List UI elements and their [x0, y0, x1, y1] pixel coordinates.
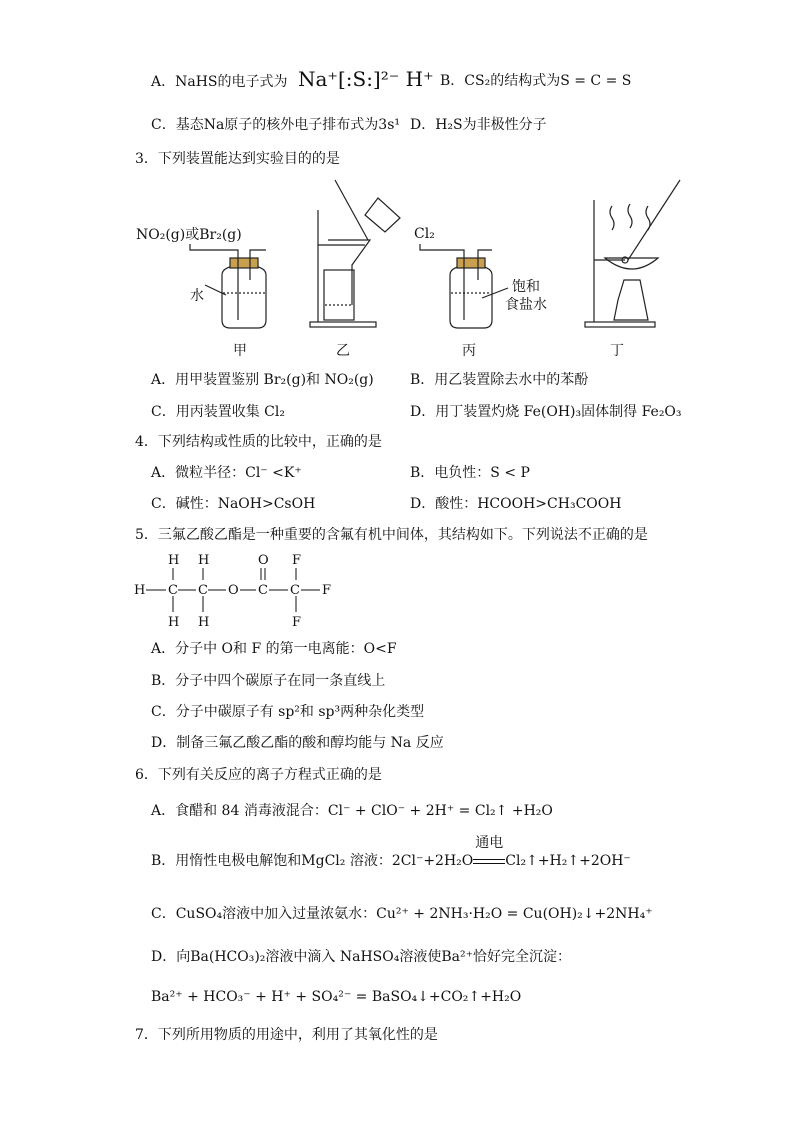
q3-option-c: C．用丙装置收集 Cl₂ — [151, 404, 285, 420]
q4-option-b: B．电负性：S < P — [410, 465, 530, 481]
q5-option-c: C．分子中碳原子有 sp²和 sp³两种杂化类型 — [151, 704, 425, 720]
svg-text:C: C — [168, 583, 178, 598]
q5-option-a: A．分子中 O和 F 的第一电离能：O<F — [151, 641, 397, 657]
label-jia: 甲 — [233, 343, 247, 359]
q2-option-b: B．CS₂的结构式为S = C = S — [440, 73, 632, 89]
label-ding: 丁 — [610, 343, 624, 359]
bing-apparatus — [420, 244, 508, 328]
bing-gas-label: Cl₂ — [414, 226, 435, 242]
jia-apparatus — [190, 244, 266, 328]
svg-text:H: H — [198, 553, 210, 568]
svg-text:H: H — [198, 615, 210, 630]
label-bing: 丙 — [462, 343, 476, 359]
q2-option-a: A．NaHS的电子式为 Na⁺[:S:]²⁻ H⁺ — [151, 67, 434, 91]
svg-text:C: C — [258, 583, 268, 598]
q6-stem: 6．下列有关反应的离子方程式正确的是 — [135, 767, 382, 783]
jia-gas-label: NO₂(g)或Br₂(g) — [136, 227, 242, 243]
q6-option-d: D．向Ba(HCO₃)₂溶液中滴入 NaHSO₄溶液使Ba²⁺恰好完全沉淀： — [151, 949, 571, 965]
q5-option-d: D．制备三氟乙酸乙酯的酸和醇均能与 Na 反应 — [151, 735, 444, 751]
q5-option-b: B．分子中四个碳原子在同一条直线上 — [151, 673, 386, 689]
q2-option-d: D．H₂S为非极性分子 — [410, 117, 547, 133]
svg-text:C: C — [290, 583, 300, 598]
svg-text:F: F — [292, 553, 302, 568]
q6-option-c: C．CuSO₄溶液中加入过量浓氨水：Cu²⁺ + 2NH₃·H₂O = Cu(OH)₂↓+2NH₄⁺ — [151, 906, 653, 922]
q3-option-d: D．用丁装置灼烧 Fe(OH)₃固体制得 Fe₂O₃ — [410, 404, 682, 420]
q4-option-d: D．酸性：HCOOH>CH₃COOH — [410, 496, 622, 512]
electrolysis-condition: 通电 — [473, 852, 505, 870]
q3-option-b: B．用乙装置除去水中的苯酚 — [410, 372, 589, 388]
q3-option-a: A．用甲装置鉴别 Br₂(g)和 NO₂(g) — [151, 372, 374, 388]
q4-option-a: A．微粒半径：Cl⁻ <K⁺ — [151, 465, 302, 481]
q6-option-a: A．食醋和 84 消毒液混合：Cl⁻ + ClO⁻ + 2H⁺ = Cl₂↑ +H₂O — [151, 803, 553, 819]
ding-apparatus — [585, 180, 680, 327]
nahs-electron-formula: Na⁺[:S:]²⁻ H⁺ — [297, 67, 434, 91]
q3-apparatus-figure — [0, 170, 794, 340]
q5-stem: 5．三氟乙酸乙酯是一种重要的含氟有机中间体，其结构如下。下列说法不正确的是 — [135, 527, 648, 543]
label-yi: 乙 — [336, 343, 350, 359]
structure-formula-figure — [130, 548, 350, 634]
svg-text:H: H — [168, 615, 180, 630]
yi-apparatus — [310, 180, 400, 327]
svg-text:H: H — [134, 583, 146, 598]
svg-text:O: O — [258, 553, 269, 568]
q7-stem: 7．下列所用物质的用途中，利用了其氧化性的是 — [135, 1027, 438, 1043]
q6-option-d-equation: Ba²⁺ + HCO₃⁻ + H⁺ + SO₄²⁻ = BaSO₄↓+CO₂↑+H₂O — [151, 989, 522, 1005]
brine-label-2: 食盐水 — [505, 297, 547, 313]
svg-text:C: C — [198, 583, 208, 598]
brine-label-1: 饱和 — [512, 279, 540, 295]
svg-text:O: O — [228, 583, 239, 598]
q2-option-c: C．基态Na原子的核外电子排布式为3s¹ — [151, 117, 401, 133]
svg-text:F: F — [292, 615, 302, 630]
q6-option-b: B．用惰性电极电解饱和MgCl₂ 溶液：2Cl⁻+2H₂O 通电 Cl₂↑+H₂↑+2OH⁻ — [151, 835, 631, 869]
q3-stem: 3．下列装置能达到实验目的的是 — [135, 151, 340, 167]
water-label: 水 — [190, 288, 204, 304]
q4-option-c: C．碱性：NaOH>CsOH — [151, 496, 316, 512]
svg-text:H: H — [168, 553, 180, 568]
svg-text:F: F — [322, 583, 332, 598]
q4-stem: 4．下列结构或性质的比较中，正确的是 — [135, 434, 382, 450]
